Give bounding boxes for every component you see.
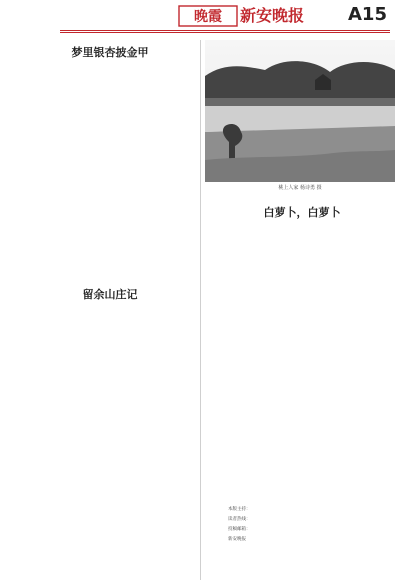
info-line-4: 新安晚报	[228, 537, 246, 542]
brand-name: 晚霞	[194, 9, 222, 25]
page-number: A15	[348, 4, 387, 25]
article-1-title: 梦里银杏披金甲	[71, 46, 149, 59]
brand-logo	[194, 4, 340, 28]
article-3-body	[222, 228, 392, 496]
article-2-body	[30, 310, 190, 574]
info-box	[228, 500, 388, 580]
brand-logo-text: 新安晚报	[240, 6, 305, 25]
article-3-title: 白萝卜，白萝卜	[263, 206, 341, 219]
column-divider	[200, 40, 201, 580]
article-photo	[205, 40, 395, 182]
info-line-3: 投稿邮箱：	[228, 527, 251, 532]
photo-image	[205, 40, 395, 182]
photo-bank	[205, 98, 395, 106]
photo-caption: 桃上人家 杨诗勇 摄	[278, 185, 322, 191]
brand-logo-icon	[178, 4, 238, 28]
info-line-2: 读者热线：	[228, 517, 251, 522]
page-header	[0, 0, 400, 32]
header-rule-top	[60, 30, 390, 31]
header-rule-bottom	[60, 32, 390, 33]
info-line-1: 本版主持：	[228, 507, 251, 512]
article-2-title: 留余山庄记	[82, 288, 138, 301]
article-1-body	[30, 68, 190, 278]
photo-trees	[205, 61, 395, 100]
